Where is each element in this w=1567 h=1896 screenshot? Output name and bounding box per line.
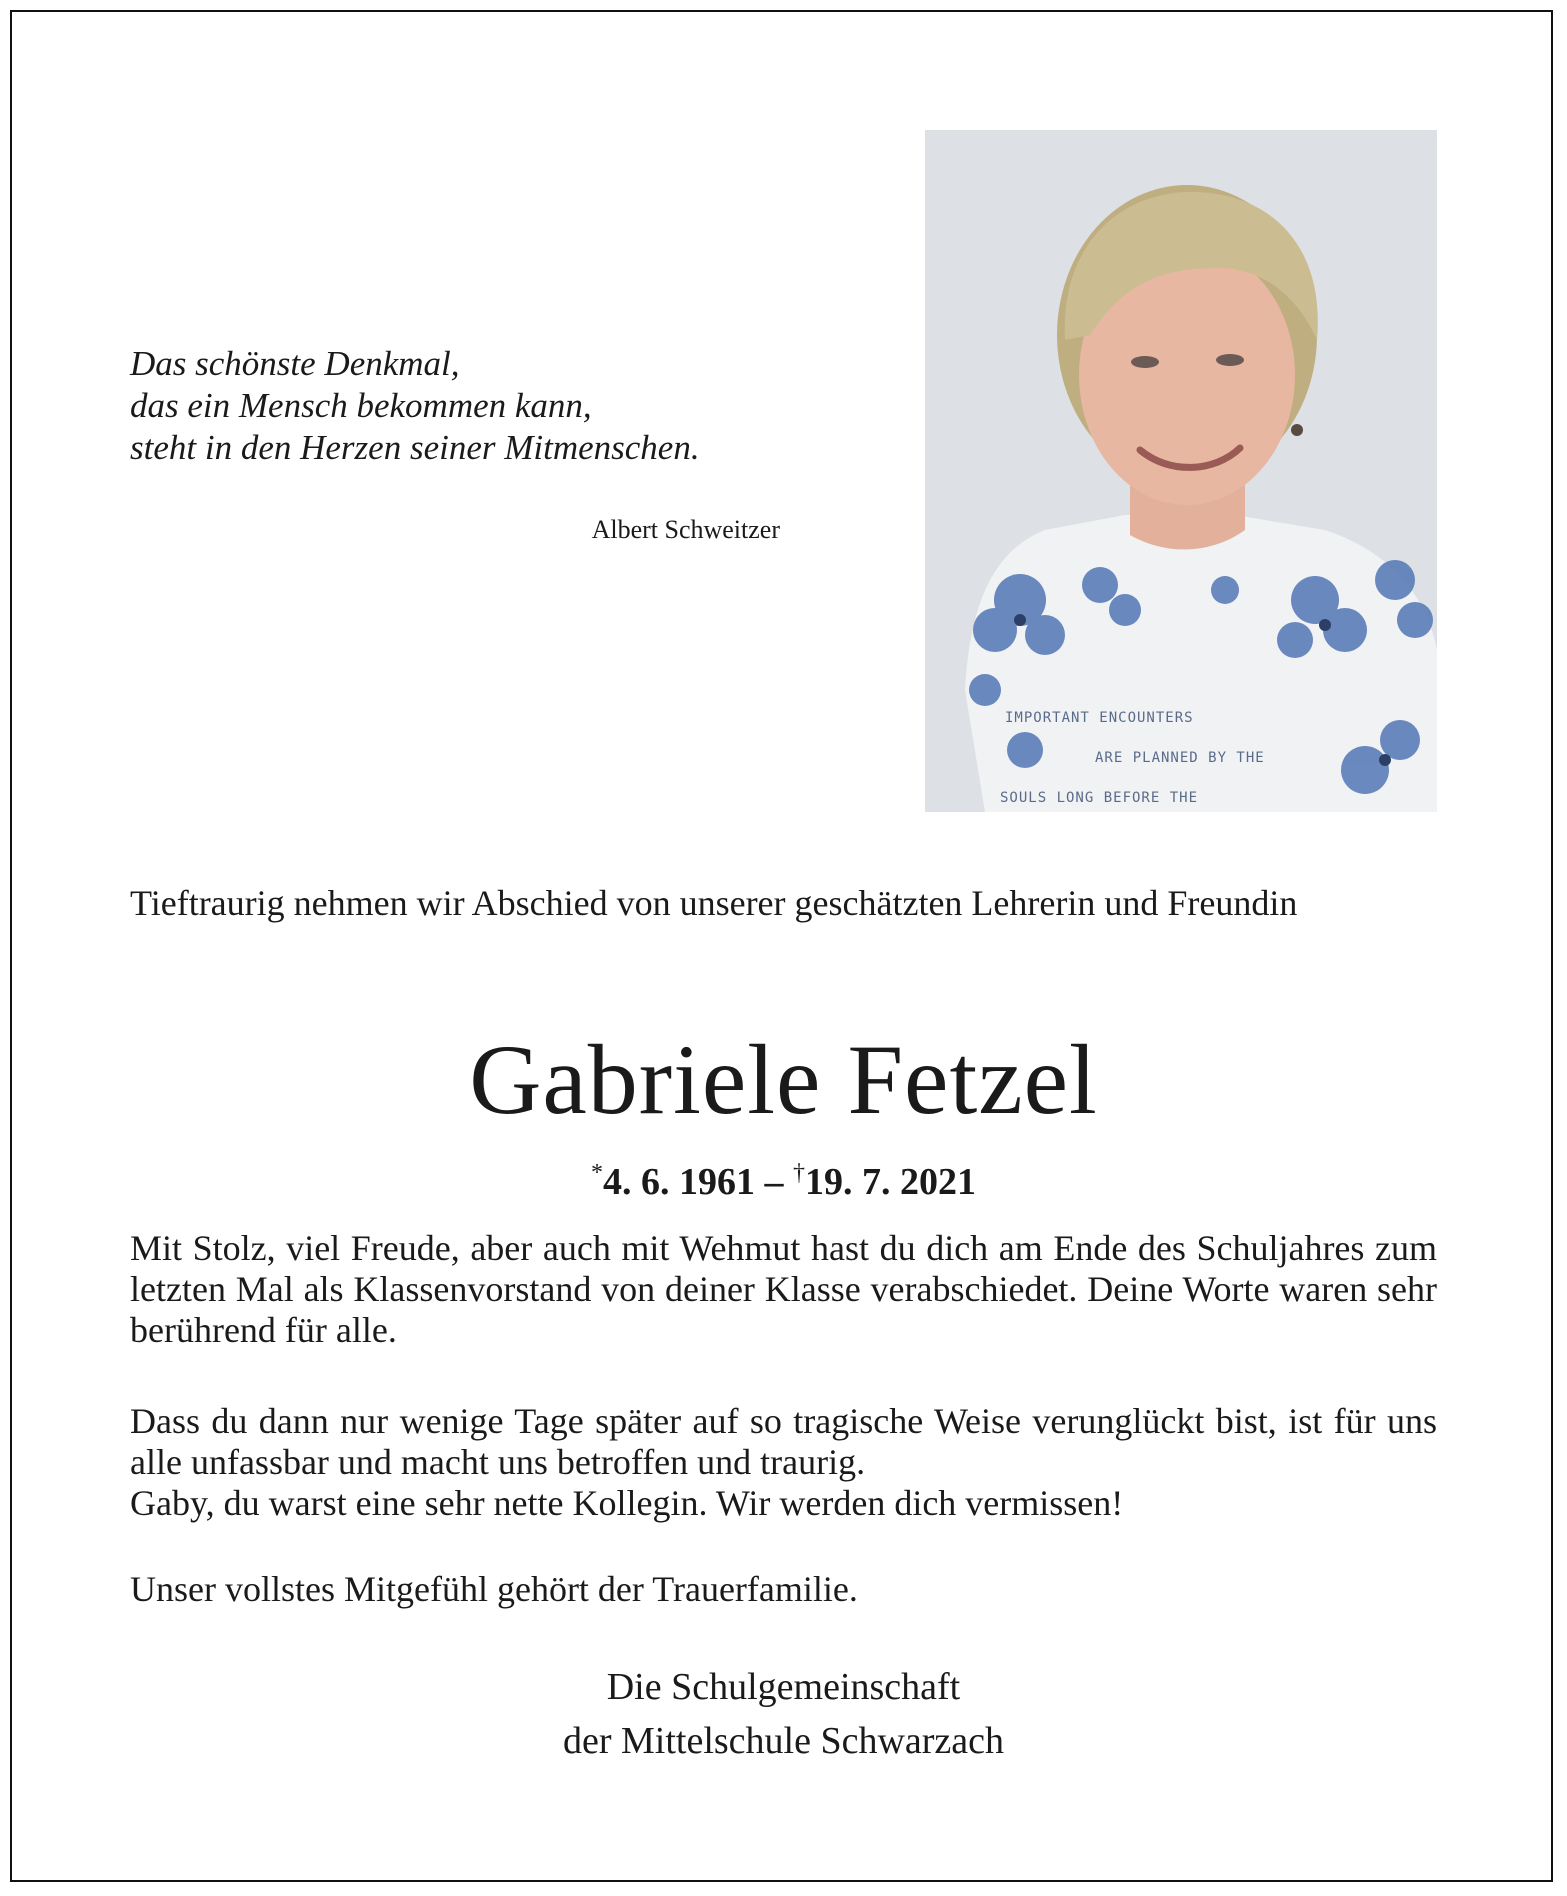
paragraph: Unser vollstes Mitgefühl gehört der Trauerfamilie. [130, 1569, 858, 1609]
shirt-text: ARE PLANNED BY THE [1095, 750, 1265, 766]
birth-symbol: * [591, 1160, 603, 1186]
paragraph [130, 1401, 1437, 1524]
quote-line: steht in den Herzen seiner Mitmenschen. [130, 428, 700, 467]
quote [130, 343, 780, 469]
quote-line: Das schönste Denkmal, [130, 344, 460, 383]
quote-line: das ein Mensch bekommen kann, [130, 386, 592, 425]
date-separator: – [755, 1161, 793, 1203]
life-dates [0, 1150, 1567, 1205]
quote-author: Albert Schweitzer [591, 515, 780, 544]
deceased-name: Gabriele Fetzel [469, 1024, 1098, 1135]
signature-line: der Mittelschule Schwarzach [562, 1720, 1005, 1762]
signature-line: Die Schulgemeinschaft [606, 1666, 961, 1708]
paragraph-text: Gaby, du warst eine sehr nette Kollegin. Wir werden dich vermissen! [130, 1483, 1124, 1523]
paragraph: Mit Stolz, viel Freude, aber auch mit Wehmut hast du dich am Ende des Schuljahres zum letzten Mal als Klassenvorstand von deiner Klasse verabschiedet. Deine Worte waren sehr berührend für alle. [130, 1228, 1437, 1350]
paragraph-text: Dass du dann nur wenige Tage später auf so tragische Weise verunglückt bist, ist für uns alle unfassbar und macht uns betroffen und traurig. [130, 1401, 1437, 1482]
birth-date: 4. 6. 1961 [603, 1161, 755, 1203]
shirt-text: SOULS LONG BEFORE THE [1000, 790, 1199, 806]
death-date: 19. 7. 2021 [805, 1161, 976, 1203]
signature [0, 1660, 1567, 1768]
death-symbol: † [793, 1160, 805, 1186]
intro-text: Tieftraurig nehmen wir Abschied von unserer geschätzten Lehrerin und Freundin [130, 883, 1298, 923]
portrait-photo [925, 130, 1437, 812]
shirt-text: IMPORTANT ENCOUNTERS [1005, 710, 1194, 726]
